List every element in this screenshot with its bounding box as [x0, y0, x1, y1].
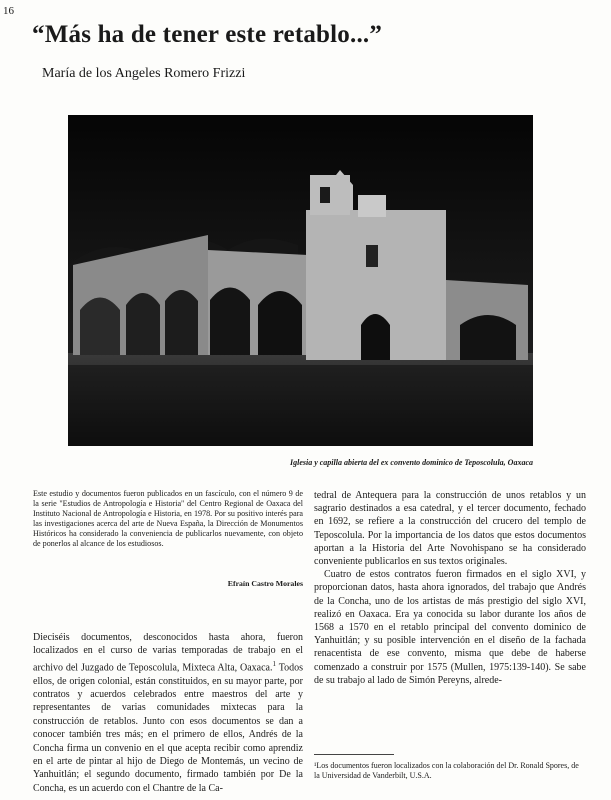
left-column	[33, 631, 303, 795]
intro-signature: Efraín Castro Morales	[227, 579, 303, 588]
footnote-ref: 1	[272, 659, 276, 668]
footnote-rule	[314, 754, 394, 755]
article-title: “Más ha de tener este retablo...”	[32, 21, 383, 48]
left-column-text: Dieciséis documentos, desconocidos hasta ahora, fueron localizados en el curso de varias temporadas de trabajo en el archivo del Juzgado de Teposcolula, Mixteca Alta, Oaxaca.	[33, 632, 303, 674]
article-author: María de los Angeles Romero Frizzi	[42, 66, 246, 81]
intro-note: Este estudio y documentos fueron publicados en un fascículo, con el número 9 de la serie "Estudios de Antropología e Historia" del Centro Regional de Oaxaca del Instituto Nacional de Antropología e Historia, en 1978. Por su positivo interés para las investigaciones acerca del arte de Nueva España, la Dirección de Monumentos Históricos ha considerado la conveniencia de publicarlos nuevamente, con objeto de ponerlos al alcance de los estudiosos.	[33, 489, 303, 548]
photo-caption: Iglesia y capilla abierta del ex convento dominico de Teposcolula, Oaxaca	[289, 458, 533, 467]
right-column-paragraph-2: Cuatro de estos contratos fueron firmados en el siglo XVI, y proporcionan datos, hasta ahora ignorados, del trabajo que Andrés de la Concha, uno de los artistas de más prestigio del siglo XVI, realizó en Oaxaca. Era ya conocida su labor durante los años de 1568 a 1570 en el retablo principal del convento dominico de Yanhuitlán; y su posible intervención en el diseño de la fachada renacentista de ese convento, misma que debe de haberse comenzado a construir por 1575 (Mullen, 1975:139-140). Se sabe de su trabajo al lado de Simón Pereyns, alrede-	[314, 569, 586, 686]
right-column-paragraph-1: tedral de Antequera para la construcción de unos retablos y un sagrario destinados a esa catedral, y el tercer documento, fechado en 1692, se refiere a la construcción del crucero del templo de Teposcolula. Por la importancia de los datos que estos documentos aportan a la Historia del Arte Novohispano se ha considerado conveniente publicarlos en sus textos originales.	[314, 490, 586, 568]
page-number: 16	[3, 5, 14, 17]
right-column	[314, 489, 586, 687]
left-column-text-cont: Todos ellos, de origen colonial, están constituidos, en su mayor parte, por contratos y acuerdos celebrados entre maestros del arte y representantes de varias comunidades mixtecas para la construcción de retablos. Junto con esos documentos se dan a conocer también tres más; en el primero de ellos, Andrés de la Concha firma un convenio en el que acepta recibir como aprendiz en el arte de pintar al hijo de Diego de Montemás, un vecino de Yanhuitlán; el segundo documento, firmado también por De la Concha, es un acuerdo con el Chantre de la Ca-	[33, 662, 304, 794]
church-photograph	[68, 115, 533, 446]
footnote: ¹Los documentos fueron localizados con la colaboración del Dr. Ronald Spores, de la Universidad de Vanderbilt, U.S.A.	[314, 761, 579, 780]
